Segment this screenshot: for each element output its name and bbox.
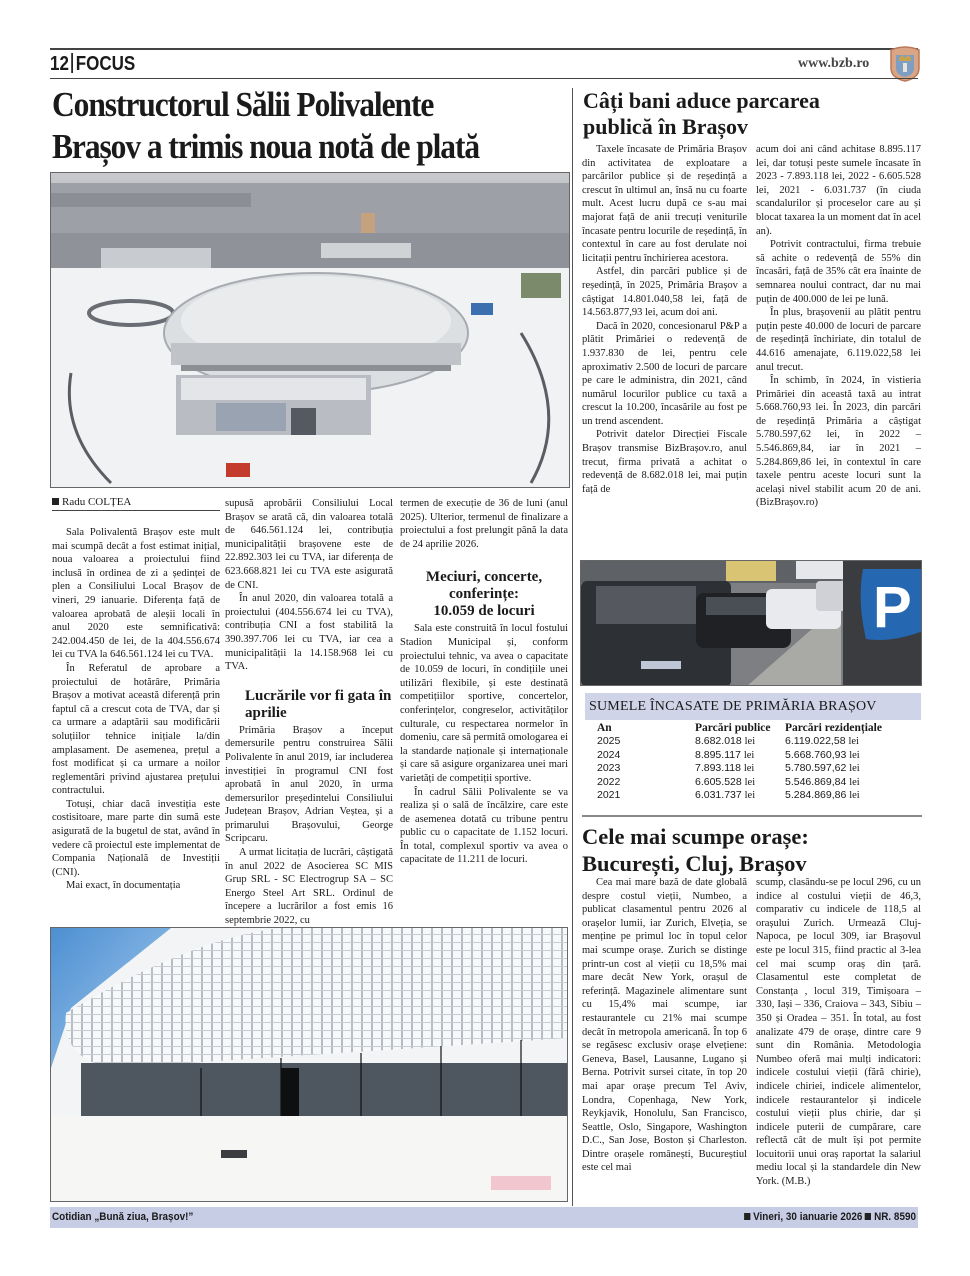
column-header: Parcări rezidențiale bbox=[785, 722, 882, 734]
year-cell bbox=[597, 735, 695, 749]
paragraph: În anul 2020, din valoarea totală a proiectului (404.556.674 lei cu TVA), contribuția CNI a fost stabilită la 390.397.706 lei cu TVA, iar cea a municipalității la 14.158.968 lei cu TVA. bbox=[225, 593, 393, 673]
public-parking-cell-value: 8.895.117 bbox=[695, 748, 741, 761]
residential-parking-cell-value: 5.668.760,93 bbox=[785, 748, 847, 761]
public-parking-cell-value: 7.893.118 bbox=[695, 762, 741, 774]
table-row bbox=[597, 789, 927, 803]
issue-date: Vineri, 30 ianuarie 2026 bbox=[753, 1211, 863, 1223]
parking-article-column-1 bbox=[582, 143, 747, 496]
parking-article-title bbox=[583, 88, 943, 140]
header-bottom-rule bbox=[50, 78, 918, 79]
currency-unit: lei bbox=[849, 763, 860, 774]
cities-article-column-1 bbox=[582, 876, 747, 1175]
column-header: An bbox=[597, 722, 612, 734]
stadium-aerial-photo bbox=[50, 172, 570, 488]
coat-of-arms-icon bbox=[888, 46, 922, 82]
paragraph: A urmat licitația de lucrări, câștigată în anul 2022 de Asocierea SC MIS Grup SRL - SC Electrogrup SA – SC Energo Steel Art SRL. Ordinul de începere a lucrărilor a fost emis 16 septembrie 2022, cu bbox=[225, 847, 393, 927]
main-article-column-3 bbox=[400, 497, 568, 867]
paragraph: Totuși, chiar dacă investiția este costisitoare, mare parte din sumă este asigurată de la bugetul de stat, având în vedere că proiectul este implementat de Compania Națională de Investiții (CNI). bbox=[52, 798, 220, 878]
facade-photo-illustration bbox=[51, 928, 568, 1202]
subheading-lucrari: Lucrările vor fi gata în aprilie bbox=[245, 687, 392, 721]
table-title: SUMELE ÎNCASATE DE PRIMĂRIA BRAȘOV bbox=[585, 693, 921, 720]
table-header-row bbox=[597, 722, 927, 735]
paragraph: În plus, brașovenii au plătit pentru puțin peste 40.000 de locuri de parcare de reședință închiriate, din totalul de 44.616 amenajate, 6.119.022,58 lei anul trecut. bbox=[756, 307, 921, 373]
residential-parking-cell bbox=[785, 776, 927, 790]
page-footer bbox=[50, 1207, 918, 1228]
byline bbox=[52, 496, 220, 511]
currency-unit: lei bbox=[744, 790, 756, 801]
author-name: Radu COLȚEA bbox=[62, 496, 132, 508]
currency-unit: lei bbox=[848, 736, 859, 747]
table-row bbox=[597, 749, 927, 763]
paragraph: În schimb, în 2024, în vistieria Primăriei din această taxă au intrat 5.668.760,93 lei. În 2023, din parcări de reședință Primăria a câștigat 5.780.597,62 lei, în 2022 – 5.546.869,84, iar în 2021 – 5.284.869,86 lei, în contextul în care taxele pentru aceste locuri sunt la același nivel stabilit acum 20 de ani. (BizBrașov.ro) bbox=[756, 375, 921, 509]
residential-parking-cell-value: 5.284.869,86 bbox=[785, 789, 847, 801]
paragraph: Cea mai mare bază de date globală despre costul vieții, Numbeo, a publicat clasamentul pentru 2026 al orașelor lumii, iar Zurich, Elveția, se menține pe primul loc în topul celor mai scumpe orașe. Zurich se distinge printr-un cost al vieții cu 18,5% mai mare decât New York, orașul de referință. Magazinele alimentare sunt cu 15,4% mai scumpe, iar restaurantele cu 21% mai scumpe decât în metropola americană. În top 6 se regăsesc exclusiv orașe elvețiene: Geneva, Basel, Lausanne, Lugano și Berna. Potrivit sursei citate, în top 20 mai apar orașe precum Tel Aviv, Londra, Copenhaga, New York, Reykjavik, Honolulu, San Francisco, Seattle, Oslo, Singapore, Washington D.C., San Jose, Boston și Charleston. Dintre orașele românești, Bucureștiul este cel mai bbox=[582, 877, 747, 1174]
paragraph: Taxele încasate de Primăria Brașov din activitatea de exploatare a parcărilor publice și de reședință a crescut în ultimul an, însă nu cu foarte mult. Acest lucru după ce s-au mai majorat față de anii trecuți veniturile încasate pentru locurile de reședință, în contextul în care au fost derulate noi licitații pentru închirierea acestora. bbox=[582, 144, 747, 264]
issue-info bbox=[741, 1207, 916, 1228]
paragraph: Potrivit datelor Direcției Fiscale Brașov transmise BizBrașov.ro, anul trecut, firma privată a achitat o redevență de 8.682.018 lei, mai puțin față de bbox=[582, 429, 747, 495]
main-article-column-1 bbox=[52, 526, 220, 893]
year-cell bbox=[597, 749, 695, 763]
paragraph: supusă aprobării Consiliului Local Brașov se arată că, din valoarea totală de 646.561.124 lei, contribuția municipalității brașovene este de 22.892.303 lei cu TVA, iar diferența de 623.668.821 lei cu TVA este asigurată de CNI. bbox=[225, 498, 393, 591]
paragraph: scump, clasându-se pe locul 296, cu un indice al costului vieții de 46,3, comparativ cu indicele de 118,5 al orașului Zurich. Urmează Cluj-Napoca, pe locul 309, iar Brașovul este pe locul 315, fiind practic al 3-lea cel mai scump oraș din țară. Clasamentul este completat de Constanța , locul 319, Timișoara – 330, Iași – 336, Craiova – 343, Sibiu – 350 și Oradea – 351. În total, au fost analizate 479 de orașe, dintre care 9 sunt din România. Metodologia Numbeo oferă mai mulți indicatori: indicele costului vieții (fără chirie), indicele chiriei, indicele alimentelor, indicele restaurantelor și indicele costului vieții plus chirie, dar și indicele puterii de cumpărare, care reflectă cât de mult își pot permite locuitorii unui oraș raportat la salariul mediu local și la standardele din New York. (M.B.) bbox=[756, 877, 921, 1188]
paragraph: Mai exact, în documentația bbox=[66, 880, 181, 892]
bullet-square-icon bbox=[52, 498, 59, 505]
public-parking-cell bbox=[695, 789, 785, 803]
page-number: 12 bbox=[50, 53, 69, 75]
title-line: Cele mai scumpe orașe: bbox=[582, 824, 809, 849]
residential-parking-cell bbox=[785, 749, 927, 763]
issue-number: NR. 8590 bbox=[874, 1211, 916, 1223]
residential-parking-cell-value: 6.119.022,58 bbox=[785, 735, 846, 747]
subheading-line: conferințe: bbox=[449, 586, 519, 603]
currency-unit: lei bbox=[743, 763, 755, 774]
header-top-rule bbox=[50, 48, 918, 50]
publication-name: Cotidian „Bună ziua, Brașov!” bbox=[52, 1211, 194, 1223]
public-parking-cell-value: 8.682.018 bbox=[695, 735, 742, 747]
title-line: București, Cluj, Brașov bbox=[582, 851, 807, 876]
parking-photo bbox=[580, 560, 922, 686]
table-body bbox=[597, 735, 927, 803]
year-cell-value: 2022 bbox=[597, 775, 621, 788]
year-cell bbox=[597, 762, 695, 776]
cities-article-column-2 bbox=[756, 876, 921, 1189]
facade-photo bbox=[50, 927, 568, 1202]
paragraph: Dacă în 2020, concesionarul P&P a plătit Primăriei o redevență de 1.937.830 de lei, pentru cele aproximativ 2.500 de locuri de parcare pe care le administra, din 2021, când numărul locurilor publice cu taxă a crescut la 10.200, încasările au fost pe un trend ascendent. bbox=[582, 320, 747, 427]
year-cell bbox=[597, 789, 695, 803]
paragraph: Sala este construită în locul fostului Stadion Municipal și, conform proiectului tehnic, va avea o capacitate de 10.059 de locuri, în condițiile unei utilizări flexibile, și este destinată competițiilor sportive, concertelor, conferințelor, congreselor, activităților culturale, cu respectarea normelor în domeniu, care să permită omologarea ei la standarde naționale și internaționale și care să asigure organizarea unei mari varietăți de competiții sportive. bbox=[400, 623, 568, 784]
public-parking-cell bbox=[695, 762, 785, 776]
website-link[interactable]: www.bzb.ro bbox=[798, 56, 870, 71]
paragraph: În cadrul Sălii Polivalente se va realiza și o sală de încălzire, care este de asemenea dotată cu tribune pentru public cu o capacitate de 1.152 locuri. În total, complexul sportiv va avea o capacitate de 11.211 de locuri. bbox=[400, 786, 568, 866]
main-article-column-2 bbox=[225, 497, 393, 928]
aerial-photo-illustration bbox=[51, 173, 570, 488]
residential-parking-cell bbox=[785, 735, 927, 749]
public-parking-cell-value: 6.031.737 bbox=[695, 789, 742, 801]
public-parking-cell-value: 6.605.528 bbox=[695, 775, 742, 788]
currency-unit: lei bbox=[849, 790, 860, 801]
parking-photo-illustration bbox=[581, 561, 922, 686]
bullet-square-icon bbox=[865, 1213, 871, 1220]
cities-article-title bbox=[582, 823, 942, 877]
paragraph: În Referatul de aprobare a proiectului de hotărâre, Primăria Brașov a motivat această diferență prin faptul că a crescut cota de TVA, dar și ca urmare a adaptării sau modificării soluțiilor tehnice inițiale la/din amplasament. De asemenea, prețul a fost modificat și ca urmare a noilor reglementări privind ajustarea prețului contractului. bbox=[52, 662, 220, 797]
title-line: Constructorul Sălii Polivalente bbox=[52, 85, 434, 124]
paragraph: acum doi ani când achitase 8.895.117 lei, dar totuși peste sumele încasate în 2023 - 7.893.118 lei, 2022 - 6.605.528 lei, 2021 - 6.031.737 (în ciuda scandalurilor și proceselor care au și blocat taxarea la un moment dat în acel an). bbox=[756, 144, 921, 237]
residential-parking-cell-value: 5.780.597,62 bbox=[785, 762, 847, 774]
paragraph: Primăria Brașov a început demersurile pentru construirea Sălii Polivalente în anul 2019, iar includerea investiției în programul CNI fost aprobată în anul 2020, în urma demersurilor președintelui Consiliului Județean Brașov, Adrian Veștea, și a primarului Brașovului, George Scripcaru. bbox=[225, 724, 393, 845]
title-line: publică în Brașov bbox=[583, 114, 749, 139]
currency-unit: lei bbox=[743, 749, 755, 761]
paragraph: Sala Polivalentă Brașov este mult mai scumpă decât a fost estimat inițial, noua valoarea a proiectului fiind inclusă în ordinea de zi a ședinței de plen a Consiliului Local Brașov de vineri, 29 ianuarie. Diferența față de valoarea aprobată de aleșii locali în anul 2020 este semnificativă: 242.004.450 de lei, de la 404.556.674 lei cu TVA la 646.561.124 lei cu TVA. bbox=[52, 527, 220, 661]
year-cell-value: 2024 bbox=[597, 748, 621, 761]
main-article-title bbox=[52, 84, 511, 168]
currency-unit: lei bbox=[744, 776, 756, 788]
public-parking-cell bbox=[695, 776, 785, 790]
section-name: FOCUS bbox=[75, 53, 136, 75]
paragraph: Astfel, din parcări publice și de reședință, în 2025, Primăria Brașov a câștigat 14.801.040,58 lei, față de 14.563.877,93 lei, acum doi ani. bbox=[582, 266, 747, 319]
title-line: Câți bani aduce parcarea bbox=[583, 88, 820, 113]
header-separator bbox=[71, 53, 73, 73]
currency-unit: lei bbox=[849, 776, 860, 788]
table-bottom-rule bbox=[582, 815, 922, 817]
paragraph: termen de execuție de 36 de luni (anul 2025). Ulterior, termenul de finalizare a proiectului a fost prelungit până la data de 24 aprilie 2026. bbox=[400, 498, 568, 550]
parking-revenue-table bbox=[597, 722, 927, 803]
public-parking-cell bbox=[695, 749, 785, 763]
year-cell-value: 2021 bbox=[597, 789, 621, 801]
bullet-square-icon bbox=[744, 1213, 750, 1220]
column-divider bbox=[572, 88, 573, 1206]
subheading-line: 10.059 de locuri bbox=[433, 603, 535, 620]
residential-parking-cell bbox=[785, 762, 927, 776]
parking-sign-letter: P bbox=[873, 575, 912, 640]
subheading-meciuri bbox=[400, 569, 568, 620]
title-line: Brașov a trimis noua notă de plată bbox=[52, 127, 480, 166]
paragraph: Potrivit contractului, firma trebuie să achite o redevență de 55% din încasări, față de 35% cât era înainte de semnarea noului contract, dar nu mai puțin de 400.000 de lei pe lună. bbox=[756, 239, 921, 305]
table-row bbox=[597, 762, 927, 776]
currency-unit: lei bbox=[849, 749, 860, 761]
residential-parking-cell-value: 5.546.869,84 bbox=[785, 775, 847, 788]
table-row bbox=[597, 776, 927, 790]
year-cell-value: 2025 bbox=[597, 735, 621, 747]
year-cell-value: 2023 bbox=[597, 762, 621, 774]
parking-article-column-2 bbox=[756, 143, 921, 510]
column-header: Parcări publice bbox=[695, 722, 771, 734]
year-cell bbox=[597, 776, 695, 790]
page-header bbox=[50, 52, 135, 76]
table-row bbox=[597, 735, 927, 749]
subheading-line: Meciuri, concerte, bbox=[425, 569, 543, 586]
currency-unit: lei bbox=[744, 736, 756, 747]
residential-parking-cell bbox=[785, 789, 927, 803]
public-parking-cell bbox=[695, 735, 785, 749]
